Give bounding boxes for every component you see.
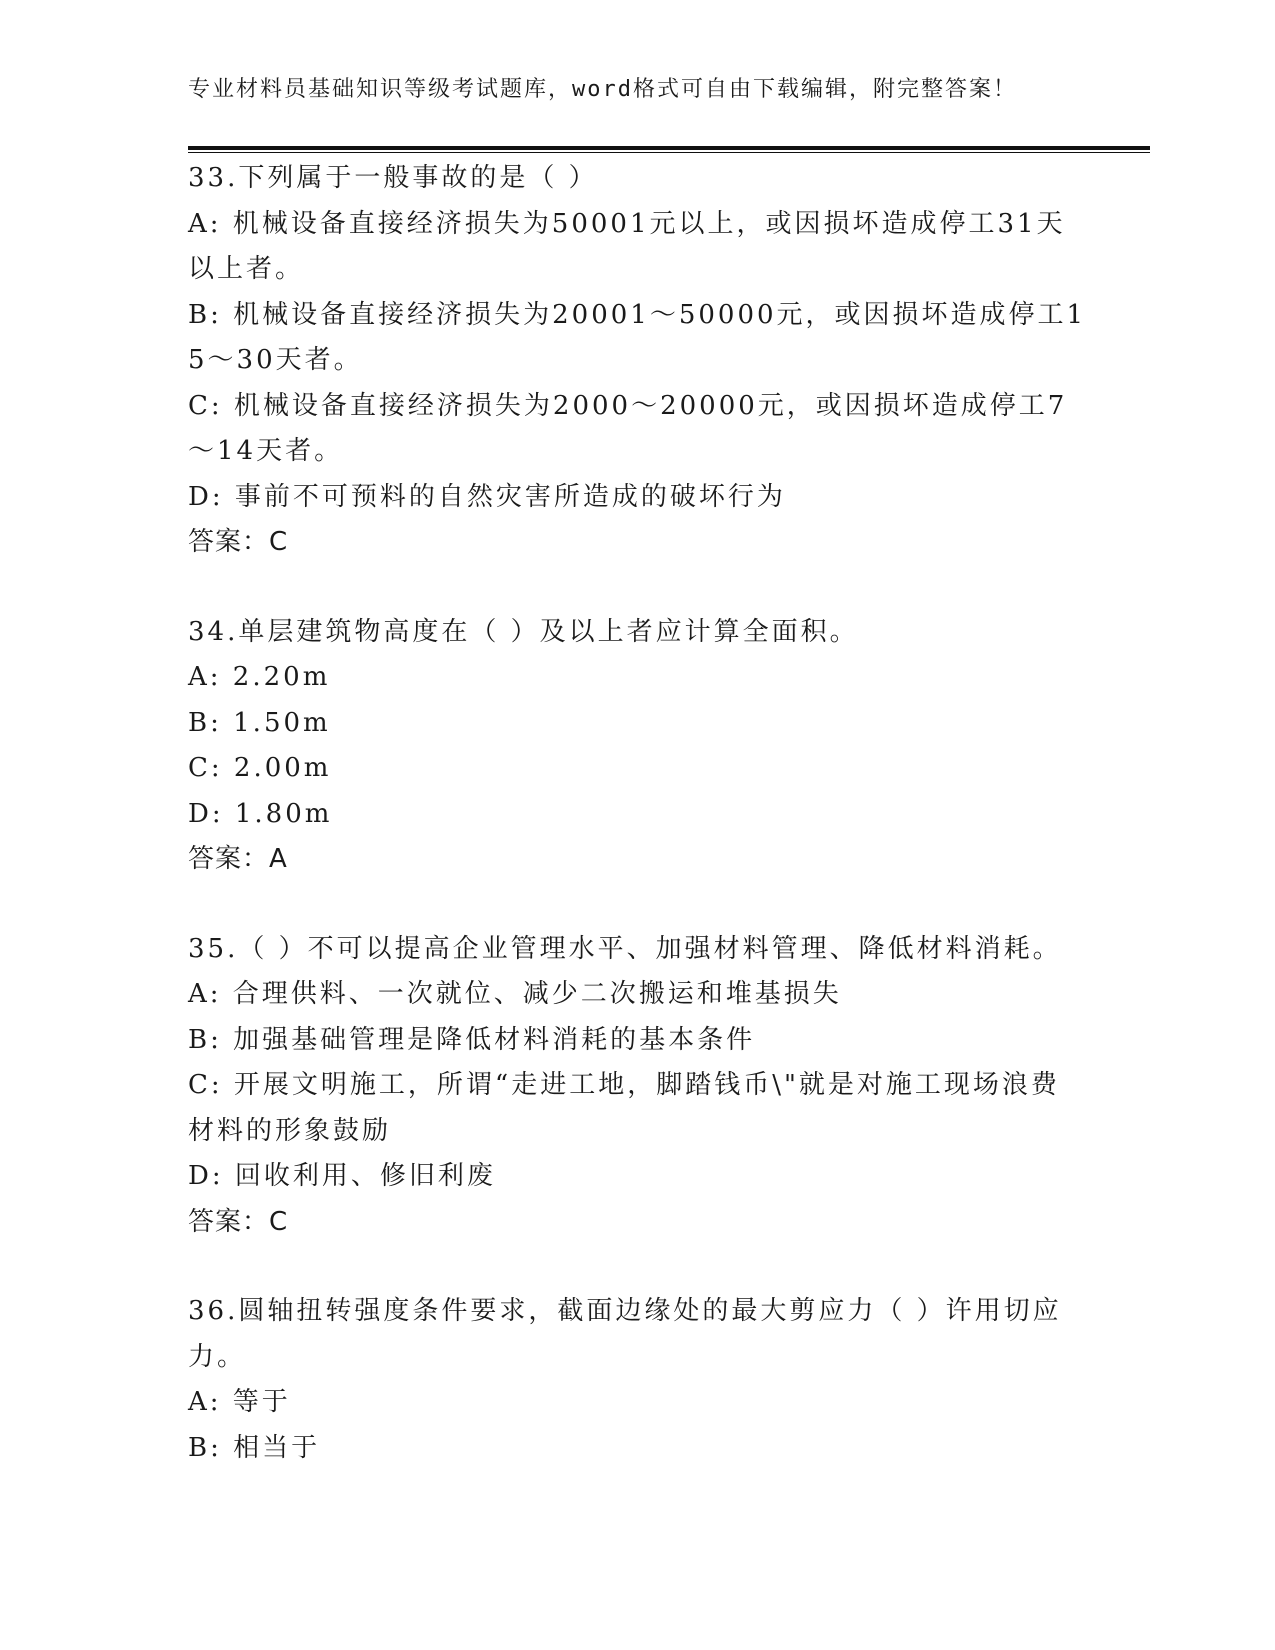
option-d: D: 1.80m xyxy=(188,798,333,829)
option-a: A: 等于 xyxy=(188,1387,291,1417)
question-list xyxy=(188,156,1088,1515)
answer: 答案：C xyxy=(188,527,289,557)
option-a: A: 2.20m xyxy=(188,662,331,692)
option-a: A: 合理供料、一次就位、减少二次搬运和堆基损失 xyxy=(188,979,842,1009)
option-c: C: 机械设备直接经济损失为2000～20000元，或因损坏造成停工7～14天者。 xyxy=(188,390,1068,466)
question-35 xyxy=(188,927,1088,1246)
option-c: C: 开展文明施工，所谓“走进工地，脚踏钱币\"就是对施工现场浪费材料的形象鼓励 xyxy=(188,1070,1060,1146)
option-c: C: 2.00m xyxy=(188,753,332,783)
question-stem: 35.（ ）不可以提高企业管理水平、加强材料管理、降低材料消耗。 xyxy=(188,933,1062,964)
question-34 xyxy=(188,610,1088,883)
answer: 答案：C xyxy=(188,1206,289,1237)
option-b: B: 加强基础管理是降低材料消耗的基本条件 xyxy=(188,1024,756,1055)
option-b: B: 1.50m xyxy=(188,707,331,738)
option-b: B: 机械设备直接经济损失为20001～50000元，或因损坏造成停工15～30天者。 xyxy=(188,299,1087,375)
question-stem: 34.单层建筑物高度在（ ）及以上者应计算全面积。 xyxy=(188,616,859,647)
answer: 答案：A xyxy=(188,844,288,874)
page-header: 专业材料员基础知识等级考试题库，word格式可自由下载编辑，附完整答案！ xyxy=(188,77,1017,102)
option-d: D: 回收利用、修旧利废 xyxy=(188,1161,496,1191)
header-divider-thin xyxy=(188,152,1150,153)
question-33 xyxy=(188,156,1088,566)
question-stem: 36.圆轴扭转强度条件要求，截面边缘处的最大剪应力（ ）许用切应力。 xyxy=(188,1296,1062,1372)
question-stem: 33.下列属于一般事故的是（ ） xyxy=(188,163,598,193)
option-b: B: 相当于 xyxy=(188,1432,321,1463)
question-36 xyxy=(188,1289,1088,1471)
header-divider-thick xyxy=(188,146,1150,150)
option-a: A: 机械设备直接经济损失为50001元以上，或因损坏造成停工31天以上者。 xyxy=(188,208,1066,284)
option-d: D: 事前不可预料的自然灾害所造成的破坏行为 xyxy=(188,481,786,512)
